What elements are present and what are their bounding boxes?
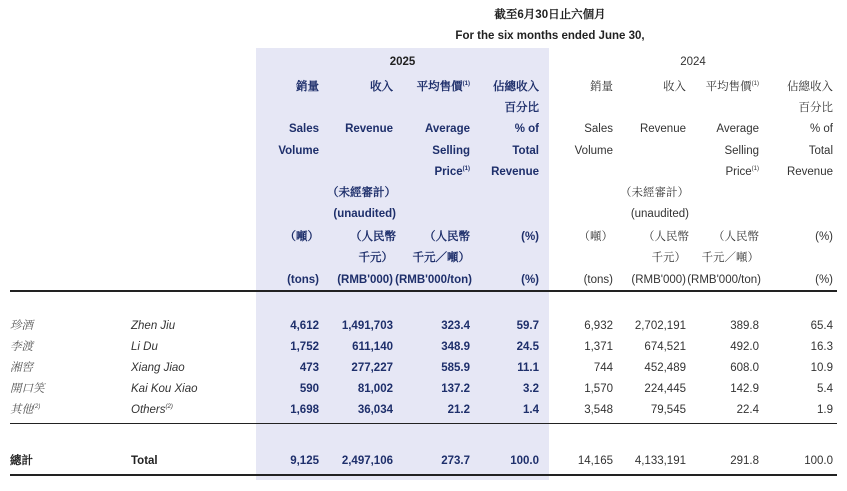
revenue-2024: 674,521 bbox=[644, 341, 686, 353]
pct-zh1: 佔總收入 bbox=[787, 81, 833, 93]
asp-zh-note: (1) bbox=[751, 81, 759, 88]
asp-2024: 22.4 bbox=[736, 404, 759, 416]
sales-volume-2024: 6,932 bbox=[584, 320, 613, 332]
asp-unit-zh2: 千元／噸） bbox=[701, 252, 759, 264]
asp-en3 bbox=[669, 165, 759, 179]
row-name-zh-text: 其他 bbox=[10, 404, 33, 416]
asp-2024: 608.0 bbox=[730, 362, 759, 374]
total-sales-volume-2024: 14,165 bbox=[577, 455, 613, 467]
asp-zh-note: (1) bbox=[462, 81, 470, 88]
revenue-2024: 224,445 bbox=[644, 383, 686, 395]
revenue-unit-en: (RMB'000) bbox=[631, 274, 686, 286]
row-name-en-text: Others bbox=[131, 404, 166, 416]
row-name-en: Zhen Jiu bbox=[131, 320, 176, 332]
pct-2024: 16.3 bbox=[810, 341, 833, 353]
revenue-unit-en: (RMB'000) bbox=[337, 274, 393, 286]
sales-volume-2025: 590 bbox=[299, 383, 319, 395]
sales-volume-2025: 473 bbox=[299, 362, 319, 374]
asp-2025: 323.4 bbox=[441, 320, 470, 332]
revenue-audit-zh: （未經審計） bbox=[620, 187, 689, 199]
period-en: For the six months ended June 30, bbox=[455, 30, 645, 42]
total-sales-volume-2025: 9,125 bbox=[290, 455, 319, 467]
sales-volume-unit-en: (tons) bbox=[583, 274, 613, 286]
total-bottom-rule bbox=[10, 474, 837, 476]
period-zh: 截至6月30日止六個月 bbox=[494, 9, 606, 21]
asp-unit-zh1: （人民幣 bbox=[713, 231, 759, 243]
asp-en2: Selling bbox=[724, 145, 759, 157]
pct-zh2: 百分比 bbox=[504, 102, 539, 114]
asp-en2: Selling bbox=[432, 145, 470, 157]
revenue-2025: 36,034 bbox=[357, 404, 393, 416]
pct-en3: Revenue bbox=[786, 166, 833, 178]
pct-2025: 24.5 bbox=[516, 341, 539, 353]
pct-en1: % of bbox=[514, 123, 539, 135]
pct-en2: Total bbox=[512, 145, 539, 157]
pct-unit-zh: (%) bbox=[521, 231, 539, 243]
pct-en1: % of bbox=[809, 123, 833, 135]
row-name-zh: 李渡 bbox=[10, 341, 33, 353]
total-pct-2024: 100.0 bbox=[804, 455, 833, 467]
revenue-2025: 277,227 bbox=[351, 362, 393, 374]
pct-2024: 1.9 bbox=[817, 404, 833, 416]
pct-2025: 3.2 bbox=[523, 383, 539, 395]
revenue-2024: 452,489 bbox=[644, 362, 686, 374]
row-name-zh: 開口笑 bbox=[10, 383, 45, 395]
asp-unit-zh2: 千元／噸） bbox=[412, 252, 470, 264]
revenue-audit-en: (unaudited) bbox=[630, 208, 689, 220]
revenue-audit-zh: （未經審計） bbox=[327, 187, 396, 199]
total-label-zh: 總計 bbox=[10, 455, 33, 467]
sales-volume-2025: 1,698 bbox=[290, 404, 319, 416]
total-label-en: Total bbox=[131, 455, 158, 467]
row-name-zh bbox=[10, 403, 90, 417]
pct-zh2: 百分比 bbox=[798, 102, 833, 114]
asp-2025: 585.9 bbox=[441, 362, 470, 374]
revenue-unit-zh1: （人民幣 bbox=[350, 231, 396, 243]
sales-volume-2025: 1,752 bbox=[290, 341, 319, 353]
pct-2024: 5.4 bbox=[817, 383, 833, 395]
sales-volume-unit-zh: （噸） bbox=[284, 231, 319, 243]
asp-en1: Average bbox=[425, 123, 470, 135]
row-name-zh-note: (2) bbox=[33, 404, 41, 411]
total-revenue-2025: 2,497,106 bbox=[341, 455, 393, 467]
sales-volume-unit-en: (tons) bbox=[287, 274, 319, 286]
asp-unit-en: (RMB'000/ton) bbox=[687, 274, 761, 286]
asp-2025: 137.2 bbox=[441, 383, 470, 395]
pct-zh1: 佔總收入 bbox=[493, 81, 539, 93]
revenue-zh: 收入 bbox=[370, 81, 393, 93]
pct-2025: 11.1 bbox=[517, 362, 539, 374]
sales-volume-2024: 3,548 bbox=[584, 404, 613, 416]
row-name-zh: 湘窖 bbox=[10, 362, 33, 374]
revenue-2025: 81,002 bbox=[357, 383, 393, 395]
asp-en1: Average bbox=[716, 123, 759, 135]
sales-volume-2024: 744 bbox=[593, 362, 613, 374]
revenue-unit-zh1: （人民幣 bbox=[643, 231, 689, 243]
total-top-rule bbox=[10, 423, 837, 424]
row-name-en-note: (2) bbox=[165, 404, 173, 411]
sales-volume-en2: Volume bbox=[278, 145, 319, 157]
asp-zh-text: 平均售價 bbox=[705, 81, 752, 93]
revenue-2024: 79,545 bbox=[650, 404, 686, 416]
year-2025: 2025 bbox=[389, 56, 416, 68]
asp-unit-en: (RMB'000/ton) bbox=[395, 274, 472, 286]
pct-unit-en: (%) bbox=[815, 274, 833, 286]
sales-volume-2024: 1,570 bbox=[584, 383, 613, 395]
sales-volume-unit-zh: （噸） bbox=[578, 231, 613, 243]
row-name-zh: 珍酒 bbox=[10, 320, 33, 332]
asp-en3-text: Price bbox=[725, 166, 752, 178]
asp-en3 bbox=[380, 165, 470, 179]
revenue-unit-zh2: 千元） bbox=[651, 252, 686, 264]
revenue-audit-en: (unaudited) bbox=[333, 208, 396, 220]
sales-volume-2024: 1,371 bbox=[584, 341, 613, 353]
revenue-2025: 611,140 bbox=[352, 341, 393, 353]
row-name-en: Xiang Jiao bbox=[131, 362, 185, 374]
sales-volume-en2: Volume bbox=[574, 145, 613, 157]
pct-2025: 1.4 bbox=[523, 404, 539, 416]
total-asp-2024: 291.8 bbox=[730, 455, 759, 467]
sales-volume-en1: Sales bbox=[288, 123, 319, 135]
asp-zh-text: 平均售價 bbox=[416, 81, 463, 93]
total-revenue-2024: 4,133,191 bbox=[634, 455, 686, 467]
pct-2024: 10.9 bbox=[810, 362, 833, 374]
asp-en3-note: (1) bbox=[462, 166, 470, 173]
total-asp-2025: 273.7 bbox=[441, 455, 470, 467]
revenue-en: Revenue bbox=[345, 123, 393, 135]
pct-unit-zh: (%) bbox=[815, 231, 833, 243]
sales-volume-en1: Sales bbox=[584, 123, 613, 135]
revenue-en: Revenue bbox=[639, 123, 686, 135]
total-pct-2025: 100.0 bbox=[510, 455, 539, 467]
header-rule bbox=[10, 290, 837, 292]
pct-en3: Revenue bbox=[491, 166, 539, 178]
revenue-2024: 2,702,191 bbox=[634, 320, 686, 332]
year-2024: 2024 bbox=[680, 56, 706, 68]
asp-unit-zh1: （人民幣 bbox=[424, 231, 470, 243]
asp-2024: 142.9 bbox=[730, 383, 759, 395]
asp-2024: 389.8 bbox=[730, 320, 759, 332]
sales-volume-zh: 銷量 bbox=[590, 81, 613, 93]
pct-2025: 59.7 bbox=[516, 320, 539, 332]
asp-zh bbox=[380, 80, 470, 94]
pct-2024: 65.4 bbox=[810, 320, 833, 332]
revenue-zh: 收入 bbox=[663, 81, 686, 93]
revenue-2025: 1,491,703 bbox=[341, 320, 393, 332]
pct-en2: Total bbox=[808, 145, 833, 157]
sales-volume-zh: 銷量 bbox=[296, 81, 319, 93]
row-name-en: Li Du bbox=[131, 341, 158, 353]
sales-volume-2025: 4,612 bbox=[290, 320, 319, 332]
asp-en3-note: (1) bbox=[751, 166, 759, 173]
asp-2024: 492.0 bbox=[730, 341, 759, 353]
asp-2025: 21.2 bbox=[447, 404, 470, 416]
revenue-unit-zh2: 千元） bbox=[358, 252, 393, 264]
asp-en3-text: Price bbox=[434, 166, 463, 178]
row-name-en bbox=[131, 403, 241, 417]
pct-unit-en: (%) bbox=[521, 274, 539, 286]
asp-zh bbox=[669, 80, 759, 94]
row-name-en: Kai Kou Xiao bbox=[131, 383, 198, 395]
asp-2025: 348.9 bbox=[441, 341, 470, 353]
